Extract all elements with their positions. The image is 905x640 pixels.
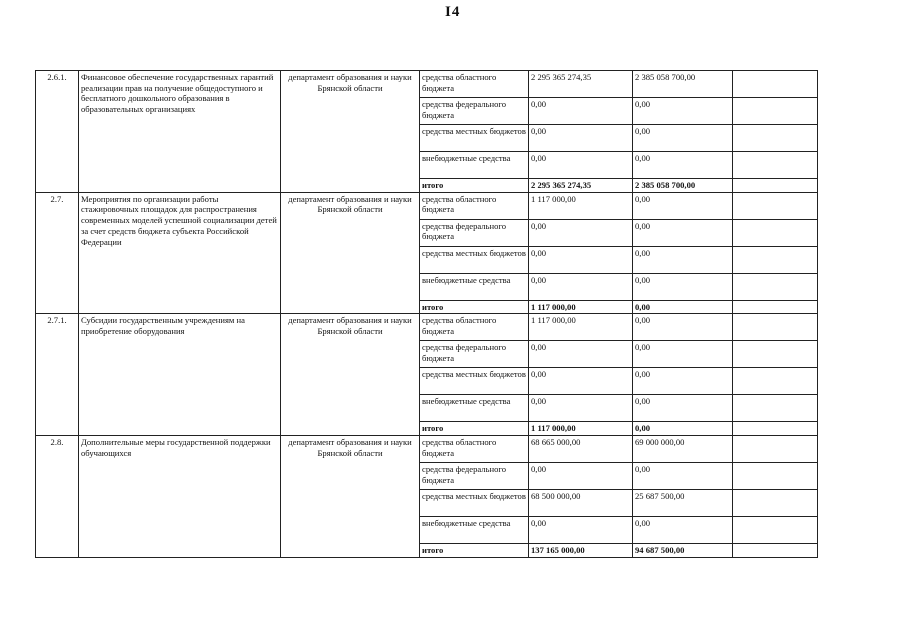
section-title: Дополнительные меры государственной поддержки обучающихся	[79, 436, 281, 558]
funding-source: средства областного бюджета	[420, 314, 529, 341]
amount-year-1: 1 117 000,00	[529, 192, 633, 219]
amount-year-2: 0,00	[633, 422, 733, 436]
total-label: итого	[420, 544, 529, 558]
amount-year-1: 1 117 000,00	[529, 422, 633, 436]
amount-year-1: 0,00	[529, 273, 633, 300]
empty-cell	[733, 368, 818, 395]
amount-year-2: 0,00	[633, 219, 733, 246]
amount-year-2: 0,00	[633, 341, 733, 368]
amount-year-2: 0,00	[633, 463, 733, 490]
amount-year-2: 69 000 000,00	[633, 436, 733, 463]
section-number: 2.6.1.	[36, 71, 79, 193]
amount-year-2: 0,00	[633, 152, 733, 179]
amount-year-2: 0,00	[633, 300, 733, 314]
amount-year-2: 0,00	[633, 368, 733, 395]
funding-source: средства местных бюджетов	[420, 368, 529, 395]
amount-year-2: 0,00	[633, 98, 733, 125]
empty-cell	[733, 436, 818, 463]
total-label: итого	[420, 179, 529, 193]
amount-year-1: 1 117 000,00	[529, 300, 633, 314]
funding-source: внебюджетные средства	[420, 273, 529, 300]
amount-year-1: 0,00	[529, 368, 633, 395]
responsible-department: департамент образования и науки Брянской области	[281, 314, 420, 436]
responsible-department: департамент образования и науки Брянской области	[281, 192, 420, 314]
empty-cell	[733, 300, 818, 314]
empty-cell	[733, 71, 818, 98]
table-row	[36, 192, 818, 219]
funding-source: средства местных бюджетов	[420, 125, 529, 152]
amount-year-1: 0,00	[529, 219, 633, 246]
section-title: Мероприятия по организации работы стажировочных площадок для распространения современных моделей успешной социализации детей за счет средств бюджета субъекта Российской Федерации	[79, 192, 281, 314]
amount-year-1: 1 117 000,00	[529, 314, 633, 341]
amount-year-1: 137 165 000,00	[529, 544, 633, 558]
funding-source: внебюджетные средства	[420, 395, 529, 422]
funding-source: внебюджетные средства	[420, 517, 529, 544]
empty-cell	[733, 219, 818, 246]
amount-year-1: 0,00	[529, 341, 633, 368]
amount-year-2: 0,00	[633, 192, 733, 219]
funding-source: внебюджетные средства	[420, 152, 529, 179]
section-title: Финансовое обеспечение государственных гарантий реализации прав на получение общедоступного и бесплатного дошкольного образования в образовательных организациях	[79, 71, 281, 193]
empty-cell	[733, 246, 818, 273]
funding-source: средства местных бюджетов	[420, 490, 529, 517]
funding-source: средства федерального бюджета	[420, 219, 529, 246]
amount-year-2: 94 687 500,00	[633, 544, 733, 558]
empty-cell	[733, 179, 818, 193]
amount-year-1: 0,00	[529, 98, 633, 125]
amount-year-2: 0,00	[633, 246, 733, 273]
empty-cell	[733, 544, 818, 558]
empty-cell	[733, 98, 818, 125]
section-title: Субсидии государственным учреждениям на приобретение оборудования	[79, 314, 281, 436]
amount-year-1: 0,00	[529, 152, 633, 179]
amount-year-2: 0,00	[633, 314, 733, 341]
amount-year-1: 0,00	[529, 246, 633, 273]
empty-cell	[733, 152, 818, 179]
amount-year-1: 0,00	[529, 125, 633, 152]
empty-cell	[733, 463, 818, 490]
total-label: итого	[420, 300, 529, 314]
funding-source: средства федерального бюджета	[420, 463, 529, 490]
amount-year-1: 0,00	[529, 517, 633, 544]
funding-source: средства областного бюджета	[420, 71, 529, 98]
amount-year-2: 0,00	[633, 273, 733, 300]
amount-year-2: 0,00	[633, 395, 733, 422]
amount-year-2: 0,00	[633, 125, 733, 152]
page-number: I4	[445, 4, 461, 20]
empty-cell	[733, 273, 818, 300]
section-number: 2.8.	[36, 436, 79, 558]
empty-cell	[733, 341, 818, 368]
empty-cell	[733, 125, 818, 152]
amount-year-1: 68 500 000,00	[529, 490, 633, 517]
table-row	[36, 71, 818, 98]
amount-year-2: 2 385 058 700,00	[633, 71, 733, 98]
amount-year-1: 0,00	[529, 463, 633, 490]
section-number: 2.7.	[36, 192, 79, 314]
empty-cell	[733, 517, 818, 544]
funding-source: средства федерального бюджета	[420, 341, 529, 368]
empty-cell	[733, 490, 818, 517]
empty-cell	[733, 314, 818, 341]
empty-cell	[733, 395, 818, 422]
amount-year-2: 2 385 058 700,00	[633, 179, 733, 193]
table-row	[36, 314, 818, 341]
empty-cell	[733, 192, 818, 219]
funding-source: средства областного бюджета	[420, 192, 529, 219]
responsible-department: департамент образования и науки Брянской области	[281, 436, 420, 558]
amount-year-2: 0,00	[633, 517, 733, 544]
amount-year-1: 68 665 000,00	[529, 436, 633, 463]
amount-year-1: 0,00	[529, 395, 633, 422]
amount-year-1: 2 295 365 274,35	[529, 71, 633, 98]
amount-year-2: 25 687 500,00	[633, 490, 733, 517]
amount-year-1: 2 295 365 274,35	[529, 179, 633, 193]
funding-source: средства областного бюджета	[420, 436, 529, 463]
empty-cell	[733, 422, 818, 436]
table-row	[36, 436, 818, 463]
funding-source: средства федерального бюджета	[420, 98, 529, 125]
responsible-department: департамент образования и науки Брянской области	[281, 71, 420, 193]
total-label: итого	[420, 422, 529, 436]
section-number: 2.7.1.	[36, 314, 79, 436]
funding-source: средства местных бюджетов	[420, 246, 529, 273]
budget-table	[35, 70, 818, 558]
